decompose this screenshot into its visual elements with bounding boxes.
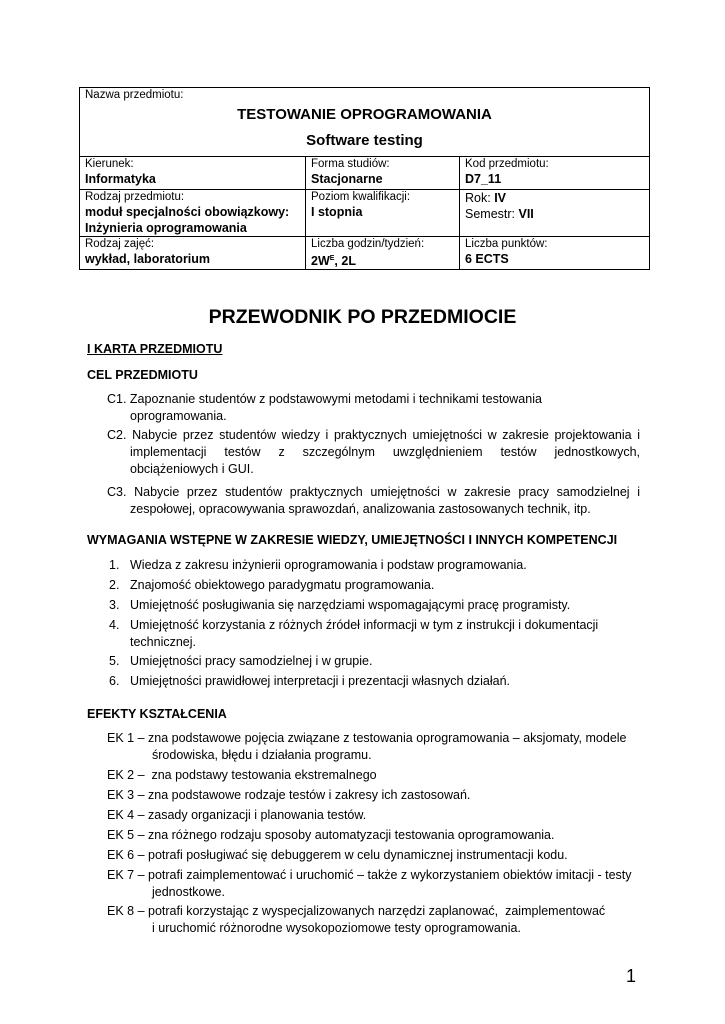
cel-c3-line1: C3. Nabycie przez studentów praktycznych umiejętności w zakresie pracy samodzielnej i [107, 485, 640, 499]
efekt-ek7-line1: EK 7 – potrafi zaimplementować i uruchomić – także z wykorzystaniem obiektów imitacji - testy [107, 868, 632, 882]
document-title: PRZEWODNIK PO PRZEDMIOCIE [208, 306, 517, 328]
efekt-ek4: EK 4 – zasady organizacji i planowania testów. [107, 808, 367, 822]
poziom-value: I stopnia [311, 205, 363, 219]
efekt-ek8-line1: EK 8 – potrafi korzystając z wyspecjalizowanych narzędzi zaplanować, zaimplementować [107, 904, 606, 918]
section-karta-heading: I KARTA PRZEDMIOTU [87, 342, 223, 356]
forma-cell [306, 157, 460, 190]
cel-heading: CEL PRZEDMIOTU [87, 368, 198, 382]
cel-c2-line2: implementacji testów z szczególnym uwzględnieniem testów jednostkowych, [130, 445, 640, 459]
punkty-label: Liczba punktów: [465, 238, 548, 250]
cel-c3-line2: zespołowej, opracowywania sprawozdań, analizowania zastosowanych technik, itp. [130, 502, 591, 516]
semestr-line [465, 206, 644, 222]
wymaganie-5: Umiejętności pracy samodzielnej i w grupie. [130, 654, 373, 668]
course-title-en: Software testing [306, 132, 423, 149]
godzin-sup: E [329, 255, 335, 262]
course-name-label: Nazwa przedmiotu: [85, 89, 184, 101]
wymaganie-1-number: 1. [109, 558, 120, 572]
wymaganie-2-number: 2. [109, 578, 120, 592]
efekty-heading: EFEKTY KSZTAŁCENIA [87, 707, 227, 721]
wymaganie-5-number: 5. [109, 654, 120, 668]
cel-c1-line2: oprogramowania. [130, 409, 227, 423]
godzin-value-a: 2W [311, 254, 330, 269]
cel-c1-line1: C1. Zapoznanie studentów z podstawowymi metodami i technikami testowania [107, 392, 542, 406]
wymaganie-3: Umiejętność posługiwania się narzędziami wspomagającymi pracę programisty. [130, 598, 571, 612]
wymaganie-6-number: 6. [109, 674, 120, 688]
zajec-value: wykład, laboratorium [85, 252, 211, 266]
course-info-table [79, 87, 650, 270]
wymaganie-4-line2: technicznej. [130, 635, 197, 649]
punkty-cell [460, 237, 650, 270]
cel-c2-line1: C2. Nabycie przez studentów wiedzy i praktycznych umiejętności w zakresie projektowania i [107, 428, 640, 442]
page-number: 1 [625, 966, 636, 986]
efekt-ek5: EK 5 – zna różnego rodzaju sposoby automatyzacji testowania oprogramowania. [107, 828, 555, 842]
cel-c2-line3: obciążeniowych i GUI. [130, 462, 254, 476]
rodzaj-przedmiotu-value-2: Inżynieria oprogramowania [85, 221, 247, 235]
zajec-cell [80, 237, 306, 270]
rodzaj-przedmiotu-label: Rodzaj przedmiotu: [85, 191, 185, 203]
wymaganie-2: Znajomość obiektowego paradygmatu programowania. [130, 578, 435, 592]
kod-value: D7_11 [465, 172, 502, 186]
efekt-ek7-line2: jednostkowe. [152, 885, 225, 899]
efekt-ek8-line2: i uruchomić różnorodne wysokopoziomowe testy oprogramowania. [152, 921, 521, 935]
rodzaj-przedmiotu-cell [80, 190, 306, 237]
kod-cell [460, 157, 650, 190]
forma-label: Forma studiów: [311, 158, 390, 170]
course-title-pl: TESTOWANIE OPROGRAMOWANIA [237, 106, 492, 123]
godzin-label: Liczba godzin/tydzień: [311, 238, 425, 250]
kod-label: Kod przedmiotu: [465, 158, 549, 170]
efekt-ek2: EK 2 – zna podstawy testowania ekstremalnego [107, 768, 377, 782]
rok-value: IV [494, 191, 506, 205]
wymaganie-6: Umiejętności prawidłowej interpretacji i prezentacji własnych działań. [130, 674, 511, 688]
godzin-value-b: , 2L [334, 254, 356, 269]
wymaganie-4-line1: Umiejętność korzystania z różnych źródeł informacji w tym z instrukcji i dokumentacji [130, 618, 599, 632]
wymagania-heading: WYMAGANIA WSTĘPNE W ZAKRESIE WIEDZY, UMIEJĘTNOŚCI I INNYCH KOMPETENCJI [87, 533, 618, 547]
efekt-ek3: EK 3 – zna podstawowe rodzaje testów i zakresy ich zastosowań. [107, 788, 471, 802]
semestr-value: VII [518, 207, 534, 221]
godzin-value [311, 251, 454, 269]
punkty-value: 6 ECTS [465, 252, 509, 266]
zajec-label: Rodzaj zajęć: [85, 238, 155, 250]
kierunek-label: Kierunek: [85, 158, 134, 170]
efekt-ek1-line1: EK 1 – zna podstawowe pojęcia związane z testowania oprogramowania – aksjomaty, modele [107, 731, 627, 745]
wymaganie-3-number: 3. [109, 598, 120, 612]
efekt-ek1-line2: środowiska, błędu i działania programu. [152, 748, 372, 762]
rok-label: Rok: [465, 191, 491, 205]
rok-line [465, 190, 644, 206]
poziom-label: Poziom kwalifikacji: [311, 191, 411, 203]
course-name-cell [80, 88, 650, 157]
wymaganie-4-number: 4. [109, 618, 120, 632]
wymaganie-1: Wiedza z zakresu inżynierii oprogramowania i podstaw programowania. [130, 558, 527, 572]
godzin-cell [306, 237, 460, 270]
rok-semestr-cell [460, 190, 650, 237]
rodzaj-przedmiotu-value-1: moduł specjalności obowiązkowy: [85, 205, 290, 219]
forma-value: Stacjonarne [311, 172, 383, 186]
kierunek-value: Informatyka [85, 172, 156, 186]
poziom-cell [306, 190, 460, 237]
semestr-label: Semestr: [465, 207, 516, 221]
kierunek-cell [80, 157, 306, 190]
efekt-ek6: EK 6 – potrafi posługiwać się debuggerem w celu dynamicznej instrumentacji kodu. [107, 848, 568, 862]
